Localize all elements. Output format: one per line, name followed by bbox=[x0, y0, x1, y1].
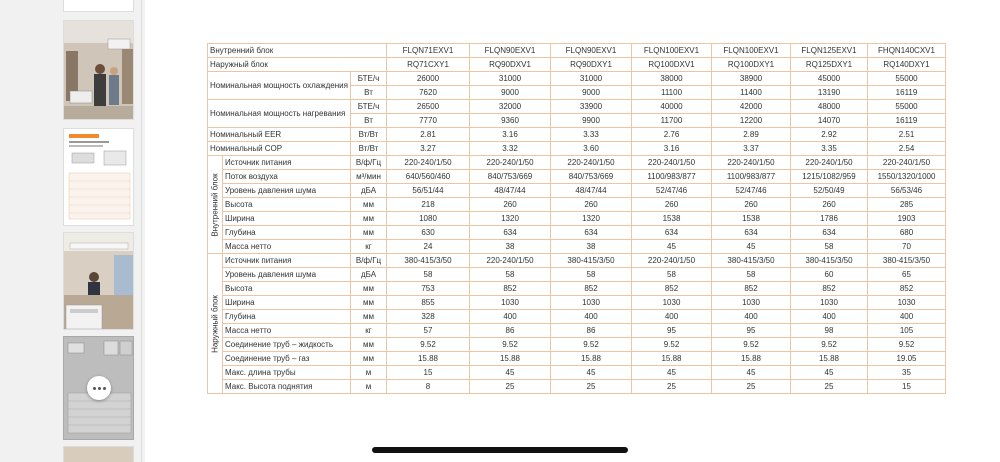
spec-value: 9000 bbox=[551, 86, 632, 100]
specifications-table bbox=[207, 43, 946, 394]
spec-value: 25 bbox=[791, 380, 868, 394]
spec-value: 1538 bbox=[712, 212, 791, 226]
spec-value: 1100/983/877 bbox=[712, 170, 791, 184]
spec-value: 2.89 bbox=[712, 128, 791, 142]
spec-label: Макс. длина трубы bbox=[223, 366, 351, 380]
spec-value: 218 bbox=[387, 198, 470, 212]
spec-unit: дБА bbox=[351, 268, 387, 282]
spec-value: 55000 bbox=[868, 72, 946, 86]
spec-value: 3.60 bbox=[551, 142, 632, 156]
spec-value: 220-240/1/50 bbox=[791, 156, 868, 170]
spec-value: 9.52 bbox=[470, 338, 551, 352]
home-indicator[interactable] bbox=[372, 447, 628, 453]
showroom-photo bbox=[64, 21, 134, 120]
spec-value: 840/753/669 bbox=[551, 170, 632, 184]
spec-value: 3.33 bbox=[551, 128, 632, 142]
general-spec-row bbox=[208, 100, 946, 114]
spec-value: 42000 bbox=[712, 100, 791, 114]
spec-unit: мм bbox=[351, 226, 387, 240]
page-thumbnail-2[interactable] bbox=[63, 20, 134, 120]
spec-value: 220-240/1/50 bbox=[551, 156, 632, 170]
spec-value: 25 bbox=[632, 380, 712, 394]
indoor-spec-row bbox=[208, 184, 946, 198]
outdoor-model-cell: RQ125DXY1 bbox=[791, 58, 868, 72]
spec-value: 25 bbox=[470, 380, 551, 394]
spec-value: 25 bbox=[551, 380, 632, 394]
spec-value: 58 bbox=[791, 240, 868, 254]
spec-value: 58 bbox=[551, 268, 632, 282]
spec-value: 328 bbox=[387, 310, 470, 324]
spec-value: 260 bbox=[791, 198, 868, 212]
outdoor-spec-row bbox=[208, 310, 946, 324]
spec-value: 1320 bbox=[551, 212, 632, 226]
spec-value: 380-415/3/50 bbox=[868, 254, 946, 268]
spec-unit: мм bbox=[351, 212, 387, 226]
spec-value: 38 bbox=[551, 240, 632, 254]
spec-value: 11400 bbox=[712, 86, 791, 100]
spec-value: 15.88 bbox=[712, 352, 791, 366]
spec-value: 56/53/46 bbox=[868, 184, 946, 198]
spec-value: 400 bbox=[868, 310, 946, 324]
spec-value: 1080 bbox=[387, 212, 470, 226]
spec-value: 855 bbox=[387, 296, 470, 310]
spec-value: 380-415/3/50 bbox=[712, 254, 791, 268]
spec-value: 9.52 bbox=[868, 338, 946, 352]
outdoor-model-cell: RQ100DXV1 bbox=[632, 58, 712, 72]
spec-value: 2.81 bbox=[387, 128, 470, 142]
indoor-spec-row bbox=[208, 212, 946, 226]
spec-value: 31000 bbox=[470, 72, 551, 86]
spec-value: 1030 bbox=[551, 296, 632, 310]
spec-label: Высота bbox=[223, 198, 351, 212]
page-thumbnail-4[interactable] bbox=[63, 232, 134, 330]
spec-value: 1550/1320/1000 bbox=[868, 170, 946, 184]
spec-value: 45000 bbox=[791, 72, 868, 86]
spec-value: 15.88 bbox=[470, 352, 551, 366]
spec-value: 2.92 bbox=[791, 128, 868, 142]
spec-value: 25 bbox=[712, 380, 791, 394]
spec-value: 3.32 bbox=[470, 142, 551, 156]
spec-label: Номинальный EER bbox=[208, 128, 351, 142]
spec-value: 640/560/460 bbox=[387, 170, 470, 184]
spec-value: 16119 bbox=[868, 86, 946, 100]
spec-value: 852 bbox=[868, 282, 946, 296]
spec-value: 9.52 bbox=[551, 338, 632, 352]
spec-value: 105 bbox=[868, 324, 946, 338]
indoor-model-cell: FLQN100EXV1 bbox=[632, 44, 712, 58]
page-thumbnail-sidebar[interactable] bbox=[0, 0, 140, 462]
spec-value: 1030 bbox=[791, 296, 868, 310]
spec-value: 753 bbox=[387, 282, 470, 296]
spec-value: 40000 bbox=[632, 100, 712, 114]
spec-label: Глубина bbox=[223, 310, 351, 324]
spec-unit: мм bbox=[351, 310, 387, 324]
interior-photo bbox=[64, 233, 134, 330]
indoor-model-label: Внутренний блок bbox=[208, 44, 387, 58]
spec-value: 24 bbox=[387, 240, 470, 254]
indoor-spec-row bbox=[208, 156, 946, 170]
spec-value: 634 bbox=[551, 226, 632, 240]
spec-unit: дБА bbox=[351, 184, 387, 198]
spec-value: 1786 bbox=[791, 212, 868, 226]
spec-label: Высота bbox=[223, 282, 351, 296]
spec-label: Уровень давления шума bbox=[223, 184, 351, 198]
spec-value: 15 bbox=[868, 380, 946, 394]
spec-value: 1903 bbox=[868, 212, 946, 226]
spec-unit: Вт/Вт bbox=[351, 142, 387, 156]
spec-value: 11700 bbox=[632, 114, 712, 128]
spec-unit: БТЕ/ч bbox=[351, 72, 387, 86]
spec-value: 634 bbox=[791, 226, 868, 240]
spec-value: 15.88 bbox=[791, 352, 868, 366]
spec-value: 15.88 bbox=[632, 352, 712, 366]
spec-value: 55000 bbox=[868, 100, 946, 114]
indoor-model-cell: FHQN140CXV1 bbox=[868, 44, 946, 58]
spec-value: 45 bbox=[470, 366, 551, 380]
spec-value: 852 bbox=[712, 282, 791, 296]
more-options-button[interactable] bbox=[87, 376, 111, 400]
spec-label: Ширина bbox=[223, 212, 351, 226]
spec-value: 31000 bbox=[551, 72, 632, 86]
spec-value: 86 bbox=[551, 324, 632, 338]
spec-unit: м³/мин bbox=[351, 170, 387, 184]
outdoor-spec-row bbox=[208, 282, 946, 296]
more-dot-icon bbox=[98, 387, 101, 390]
indoor-model-cell: FLQN90EXV1 bbox=[470, 44, 551, 58]
spec-unit: мм bbox=[351, 338, 387, 352]
spec-value: 680 bbox=[868, 226, 946, 240]
spec-value: 852 bbox=[632, 282, 712, 296]
spec-value: 9900 bbox=[551, 114, 632, 128]
spec-value: 45 bbox=[551, 366, 632, 380]
spec-value: 26500 bbox=[387, 100, 470, 114]
outdoor-model-cell: RQ100DXY1 bbox=[712, 58, 791, 72]
outdoor-spec-row bbox=[208, 324, 946, 338]
spec-value: 9.52 bbox=[791, 338, 868, 352]
spec-value: 48000 bbox=[791, 100, 868, 114]
spec-value: 1100/983/877 bbox=[632, 170, 712, 184]
spec-label: Источник питания bbox=[223, 156, 351, 170]
spec-value: 7770 bbox=[387, 114, 470, 128]
spec-unit: Вт bbox=[351, 86, 387, 100]
indoor-spec-row bbox=[208, 170, 946, 184]
spec-value: 58 bbox=[712, 268, 791, 282]
spec-value: 48/47/44 bbox=[551, 184, 632, 198]
spec-value: 38 bbox=[470, 240, 551, 254]
spec-value: 840/753/669 bbox=[470, 170, 551, 184]
spec-value: 3.16 bbox=[470, 128, 551, 142]
spec-value: 45 bbox=[712, 366, 791, 380]
spec-value: 260 bbox=[470, 198, 551, 212]
outdoor-model-row bbox=[208, 58, 946, 72]
spec-value: 285 bbox=[868, 198, 946, 212]
spec-value: 220-240/1/50 bbox=[868, 156, 946, 170]
spec-label: Источник питания bbox=[223, 254, 351, 268]
outdoor-model-cell: RQ90DXY1 bbox=[551, 58, 632, 72]
spec-value: 400 bbox=[791, 310, 868, 324]
page-6-preview bbox=[64, 447, 134, 462]
indoor-spec-row bbox=[208, 198, 946, 212]
spec-label: Уровень давления шума bbox=[223, 268, 351, 282]
spec-value: 15.88 bbox=[387, 352, 470, 366]
spec-label: Номинальный COP bbox=[208, 142, 351, 156]
spec-value: 13190 bbox=[791, 86, 868, 100]
spec-label: Глубина bbox=[223, 226, 351, 240]
spec-value: 95 bbox=[712, 324, 791, 338]
spec-unit: мм bbox=[351, 352, 387, 366]
indoor-model-cell: FLQN100EXV1 bbox=[712, 44, 791, 58]
spec-value: 852 bbox=[551, 282, 632, 296]
spec-value: 3.27 bbox=[387, 142, 470, 156]
outdoor-model-label: Наружный блок bbox=[208, 58, 387, 72]
spec-value: 14070 bbox=[791, 114, 868, 128]
page-thumbnail-3[interactable] bbox=[63, 128, 134, 226]
spec-label: Соединение труб – жидкость bbox=[223, 338, 351, 352]
spec-label: Масса нетто bbox=[223, 324, 351, 338]
spec-value: 12200 bbox=[712, 114, 791, 128]
indoor-section-label bbox=[208, 156, 223, 254]
outdoor-spec-row bbox=[208, 352, 946, 366]
spec-value: 852 bbox=[470, 282, 551, 296]
more-dot-icon bbox=[93, 387, 96, 390]
spec-value: 220-240/1/50 bbox=[712, 156, 791, 170]
spec-value: 634 bbox=[632, 226, 712, 240]
spec-value: 2.54 bbox=[868, 142, 946, 156]
spec-value: 630 bbox=[387, 226, 470, 240]
spec-value: 852 bbox=[791, 282, 868, 296]
outdoor-spec-row bbox=[208, 380, 946, 394]
spec-value: 400 bbox=[551, 310, 632, 324]
spec-value: 1320 bbox=[470, 212, 551, 226]
spec-value: 1030 bbox=[712, 296, 791, 310]
spec-label: Номинальная мощность охлаждения bbox=[208, 72, 351, 100]
spec-value: 1030 bbox=[470, 296, 551, 310]
outdoor-model-cell: RQ90DXV1 bbox=[470, 58, 551, 72]
outdoor-model-cell: RQ140DXY1 bbox=[868, 58, 946, 72]
spec-value: 8 bbox=[387, 380, 470, 394]
indoor-model-cell: FLQN90EXV1 bbox=[551, 44, 632, 58]
spec-unit: Вт/Вт bbox=[351, 128, 387, 142]
spec-value: 26000 bbox=[387, 72, 470, 86]
spec-value: 45 bbox=[632, 366, 712, 380]
general-spec-row bbox=[208, 142, 946, 156]
spec-value: 9360 bbox=[470, 114, 551, 128]
spec-value: 1030 bbox=[868, 296, 946, 310]
spec-value: 9.52 bbox=[387, 338, 470, 352]
spec-value: 1030 bbox=[632, 296, 712, 310]
indoor-model-cell: FLQN71EXV1 bbox=[387, 44, 470, 58]
spec-value: 70 bbox=[868, 240, 946, 254]
spec-value: 634 bbox=[712, 226, 791, 240]
spec-value: 86 bbox=[470, 324, 551, 338]
spec-value: 33900 bbox=[551, 100, 632, 114]
indoor-section-title: Внутренний блок bbox=[210, 172, 220, 237]
spec-value: 11100 bbox=[632, 86, 712, 100]
spec-label: Номинальная мощность нагревания bbox=[208, 100, 351, 128]
spec-value: 19.05 bbox=[868, 352, 946, 366]
indoor-spec-row bbox=[208, 226, 946, 240]
spec-value: 220-240/1/50 bbox=[470, 254, 551, 268]
spec-value: 65 bbox=[868, 268, 946, 282]
spec-value: 1538 bbox=[632, 212, 712, 226]
sidebar-divider bbox=[141, 0, 142, 462]
spec-value: 15 bbox=[387, 366, 470, 380]
spec-value: 220-240/1/50 bbox=[632, 156, 712, 170]
spec-label: Макс. Высота поднятия bbox=[223, 380, 351, 394]
spec-value: 38000 bbox=[632, 72, 712, 86]
spec-value: 57 bbox=[387, 324, 470, 338]
spec-value: 400 bbox=[470, 310, 551, 324]
spec-value: 7620 bbox=[387, 86, 470, 100]
spec-value: 56/51/44 bbox=[387, 184, 470, 198]
outdoor-section-title: Наружный блок bbox=[210, 294, 220, 353]
spec-value: 9.52 bbox=[712, 338, 791, 352]
spec-value: 16119 bbox=[868, 114, 946, 128]
spec-unit: мм bbox=[351, 198, 387, 212]
spec-label: Соединение труб – газ bbox=[223, 352, 351, 366]
indoor-model-row bbox=[208, 44, 946, 58]
general-spec-row bbox=[208, 72, 946, 86]
spec-unit: м bbox=[351, 366, 387, 380]
spec-value: 45 bbox=[791, 366, 868, 380]
spec-value: 2.76 bbox=[632, 128, 712, 142]
spec-value: 15.88 bbox=[551, 352, 632, 366]
spec-value: 52/50/49 bbox=[791, 184, 868, 198]
spec-unit: мм bbox=[351, 282, 387, 296]
spec-value: 52/47/46 bbox=[632, 184, 712, 198]
spec-value: 260 bbox=[551, 198, 632, 212]
spec-value: 380-415/3/50 bbox=[387, 254, 470, 268]
page-thumbnail-6[interactable] bbox=[63, 446, 134, 462]
spec-value: 38900 bbox=[712, 72, 791, 86]
spec-value: 45 bbox=[712, 240, 791, 254]
outdoor-spec-row bbox=[208, 366, 946, 380]
spec-value: 98 bbox=[791, 324, 868, 338]
spec-unit: мм bbox=[351, 296, 387, 310]
outdoor-spec-row bbox=[208, 268, 946, 282]
spec-value: 220-240/1/50 bbox=[470, 156, 551, 170]
spec-value: 3.16 bbox=[632, 142, 712, 156]
spec-value: 95 bbox=[632, 324, 712, 338]
spec-unit: В/ф/Гц bbox=[351, 156, 387, 170]
spec-value: 58 bbox=[387, 268, 470, 282]
spec-value: 400 bbox=[712, 310, 791, 324]
outdoor-spec-row bbox=[208, 296, 946, 310]
page-thumbnail-1[interactable] bbox=[63, 0, 134, 12]
spec-unit: Вт bbox=[351, 114, 387, 128]
spec-value: 380-415/3/50 bbox=[551, 254, 632, 268]
spec-unit: кг bbox=[351, 324, 387, 338]
spec-unit: В/ф/Гц bbox=[351, 254, 387, 268]
spec-value: 260 bbox=[632, 198, 712, 212]
indoor-spec-row bbox=[208, 240, 946, 254]
spec-value: 9000 bbox=[470, 86, 551, 100]
spec-label: Поток воздуха bbox=[223, 170, 351, 184]
spec-value: 400 bbox=[632, 310, 712, 324]
spec-label: Ширина bbox=[223, 296, 351, 310]
spec-value: 58 bbox=[470, 268, 551, 282]
outdoor-spec-row bbox=[208, 338, 946, 352]
spec-value: 1215/1082/959 bbox=[791, 170, 868, 184]
spec-value: 32000 bbox=[470, 100, 551, 114]
spec-value: 58 bbox=[632, 268, 712, 282]
spec-value: 3.37 bbox=[712, 142, 791, 156]
indoor-model-cell: FLQN125EXV1 bbox=[791, 44, 868, 58]
spec-value: 220-240/1/50 bbox=[632, 254, 712, 268]
spec-unit: кг bbox=[351, 240, 387, 254]
spec-value: 35 bbox=[868, 366, 946, 380]
spec-value: 48/47/44 bbox=[470, 184, 551, 198]
spec-value: 260 bbox=[712, 198, 791, 212]
spec-value: 60 bbox=[791, 268, 868, 282]
spec-value: 9.52 bbox=[632, 338, 712, 352]
outdoor-spec-row bbox=[208, 254, 946, 268]
spec-unit: м bbox=[351, 380, 387, 394]
spec-value: 3.35 bbox=[791, 142, 868, 156]
spec-value: 52/47/46 bbox=[712, 184, 791, 198]
spec-page-preview bbox=[64, 129, 134, 226]
spec-label: Масса нетто bbox=[223, 240, 351, 254]
spec-value: 380-415/3/50 bbox=[791, 254, 868, 268]
more-dot-icon bbox=[103, 387, 106, 390]
spec-value: 634 bbox=[470, 226, 551, 240]
general-spec-row bbox=[208, 128, 946, 142]
spec-value: 45 bbox=[632, 240, 712, 254]
spec-value: 2.51 bbox=[868, 128, 946, 142]
spec-unit: БТЕ/ч bbox=[351, 100, 387, 114]
outdoor-section-label bbox=[208, 254, 223, 394]
spec-value: 220-240/1/50 bbox=[387, 156, 470, 170]
outdoor-model-cell: RQ71CXY1 bbox=[387, 58, 470, 72]
